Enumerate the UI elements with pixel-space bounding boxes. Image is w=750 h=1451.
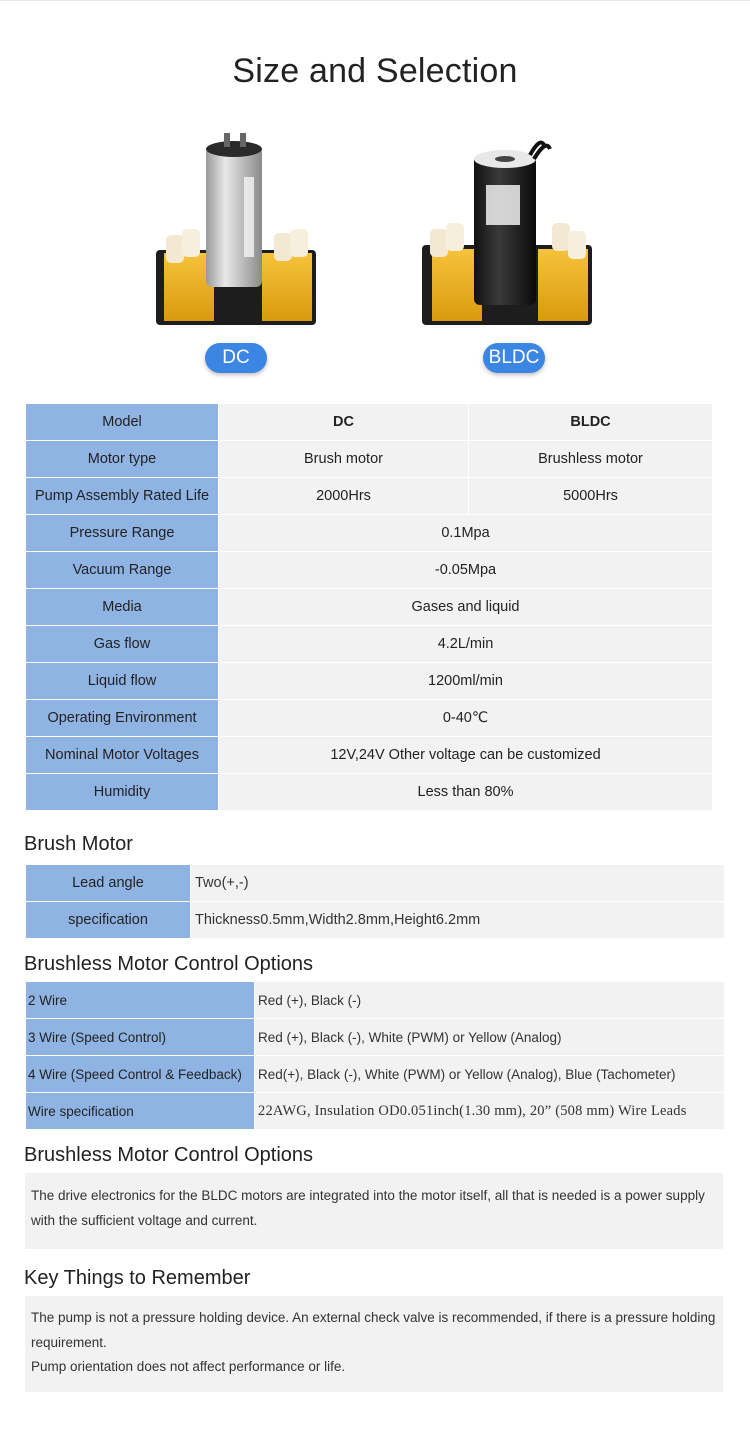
cell-value: Two(+,-): [191, 865, 725, 902]
cell-value: Less than 80%: [219, 774, 713, 811]
row-label: 2 Wire: [26, 982, 255, 1019]
key-things-line-2: Pump orientation does not affect performance or life.: [31, 1359, 346, 1374]
cell-value: Gases and liquid: [219, 589, 713, 626]
cell-dc: Brush motor: [219, 441, 469, 478]
cell-value: -0.05Mpa: [219, 552, 713, 589]
row-label: Nominal Motor Voltages: [26, 737, 219, 774]
table-row: [26, 1056, 725, 1093]
product-dc: [136, 125, 336, 380]
column-bldc: BLDC: [469, 404, 713, 441]
row-label: 4 Wire (Speed Control & Feedback): [26, 1056, 255, 1093]
bldc-pump-image: [412, 125, 612, 335]
key-things-title: Key Things to Remember: [24, 1267, 251, 1289]
key-things-box: [25, 1296, 723, 1392]
page-title: Size and Selection: [232, 52, 518, 90]
row-label: Lead angle: [26, 865, 191, 902]
spec-table: [25, 403, 713, 811]
bldc-note-text: The drive electronics for the BLDC motors are integrated into the motor itself, all that is needed is a power supply with the sufficient voltage and current.: [31, 1188, 705, 1228]
column-dc: DC: [219, 404, 469, 441]
table-row: [26, 404, 713, 441]
cell-value: 0-40℃: [219, 700, 713, 737]
table-row: [26, 737, 713, 774]
cell-value: 22AWG, Insulation OD0.051inch(1.30 mm), 20” (508 mm) Wire Leads: [255, 1093, 725, 1130]
row-label: Motor type: [26, 441, 219, 478]
table-row: [26, 865, 725, 902]
dc-pump-image: [136, 125, 336, 335]
cell-value: Thickness0.5mm,Width2.8mm,Height6.2mm: [191, 902, 725, 939]
bldc-note-title: Brushless Motor Control Options: [24, 1144, 314, 1166]
bldc-badge: BLDC: [483, 343, 545, 373]
row-label: specification: [26, 902, 191, 939]
cell-value: Red (+), Black (-), White (PWM) or Yellow (Analog): [255, 1019, 725, 1056]
row-label: Pump Assembly Rated Life: [26, 478, 219, 515]
row-label: Vacuum Range: [26, 552, 219, 589]
product-bldc: [412, 125, 612, 380]
cell-dc: 2000Hrs: [219, 478, 469, 515]
dc-badge: DC: [205, 343, 267, 373]
table-row: [26, 515, 713, 552]
top-divider: [0, 0, 750, 1]
key-things-line-1: The pump is not a pressure holding device. An external check valve is recommended, if there is a pressure holding requirement.: [31, 1310, 716, 1350]
bldc-options-table: [25, 981, 725, 1130]
bldc-note-box: [25, 1173, 723, 1249]
table-row: [26, 902, 725, 939]
row-label: Humidity: [26, 774, 219, 811]
cell-bldc: Brushless motor: [469, 441, 713, 478]
row-label: Wire specification: [26, 1093, 255, 1130]
row-label: Pressure Range: [26, 515, 219, 552]
cell-bldc: 5000Hrs: [469, 478, 713, 515]
table-row: [26, 663, 713, 700]
row-label: Liquid flow: [26, 663, 219, 700]
table-row: [26, 1093, 725, 1130]
table-row: [26, 626, 713, 663]
row-label: Media: [26, 589, 219, 626]
cell-value: 4.2L/min: [219, 626, 713, 663]
table-row: [26, 589, 713, 626]
table-row: [26, 982, 725, 1019]
table-row: [26, 774, 713, 811]
table-row: [26, 478, 713, 515]
row-label: Gas flow: [26, 626, 219, 663]
row-label: Operating Environment: [26, 700, 219, 737]
cell-value: 1200ml/min: [219, 663, 713, 700]
bldc-options-title: Brushless Motor Control Options: [24, 953, 314, 975]
table-row: [26, 1019, 725, 1056]
cell-value: 12V,24V Other voltage can be customized: [219, 737, 713, 774]
row-label: 3 Wire (Speed Control): [26, 1019, 255, 1056]
row-label: Model: [26, 404, 219, 441]
table-row: [26, 552, 713, 589]
cell-value: Red (+), Black (-): [255, 982, 725, 1019]
cell-value: 0.1Mpa: [219, 515, 713, 552]
table-row: [26, 700, 713, 737]
cell-value: Red(+), Black (-), White (PWM) or Yellow (Analog), Blue (Tachometer): [255, 1056, 725, 1093]
brush-motor-title: Brush Motor: [24, 833, 133, 855]
brush-motor-table: [25, 864, 725, 939]
table-row: [26, 441, 713, 478]
